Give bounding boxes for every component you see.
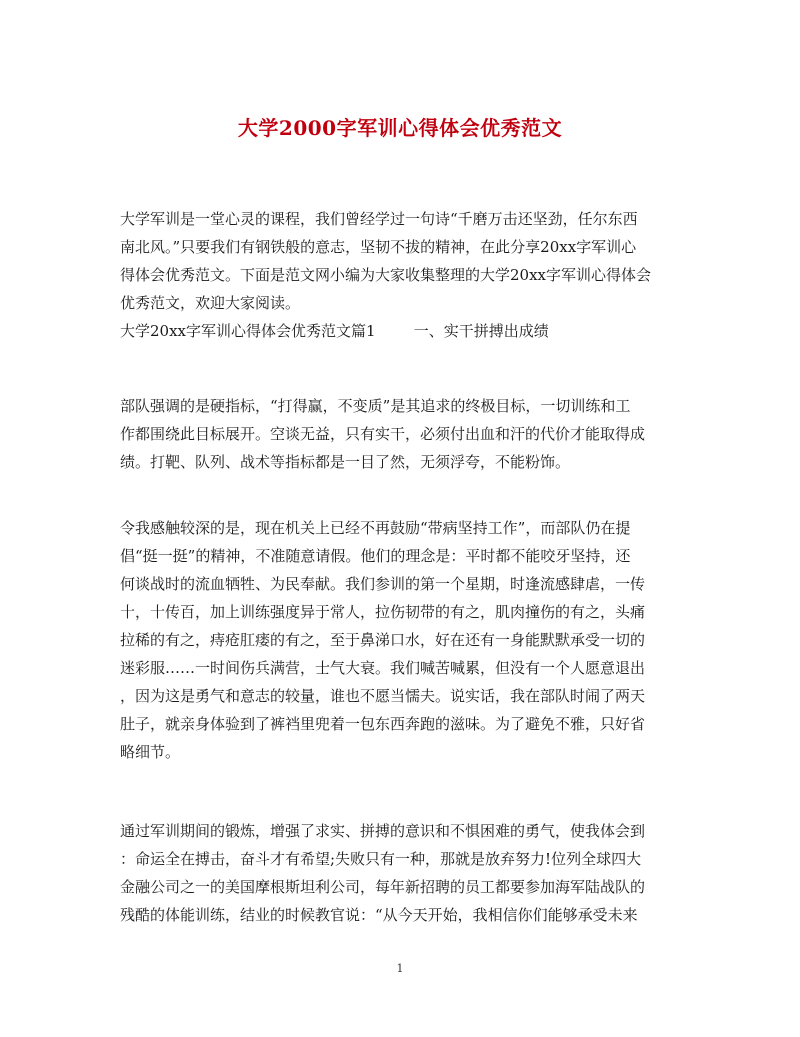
text-line: 优秀范文，欢迎大家阅读。 <box>120 294 301 312</box>
section-heading-line: 大学20xx字军训心得体会优秀范文篇1 一、实干拼搏出成绩 <box>120 322 549 340</box>
text-line: 令我感触较深的是，现在机关上已经不再鼓励“带病坚持工作”，而部队仍在提 <box>120 519 631 537</box>
intro-paragraph <box>120 205 680 345</box>
text-line: 残酷的体能训练，结业的时候教官说：“从今天开始，我相信你们能够承受未来 <box>120 906 638 924</box>
text-line: ，因为这是勇气和意志的较量，谁也不愿当懦夫。说实话，我在部队时闹了两天 <box>120 687 646 705</box>
text-line: 绩。打靶、队列、战术等指标都是一目了然，无须浮夸，不能粉饰。 <box>120 453 571 471</box>
text-line: 作都围绕此目标展开。空谈无益，只有实干，必须付出血和汗的代价才能取得成 <box>120 425 646 443</box>
text-line: 拉稀的有之，痔疮肛瘘的有之，至于鼻涕口水，好在还有一身能默默承受一切的 <box>120 631 646 649</box>
text-line: 南北风。”只要我们有钢铁般的意志，坚韧不拔的精神，在此分享20xx字军训心 <box>120 238 637 256</box>
text-line: 十，十传百，加上训练强度异于常人，拉伤韧带的有之，肌肉撞伤的有之，头痛 <box>120 603 646 621</box>
text-line: 何谈战时的流血牺牲、为民奉献。我们参训的第一个星期，时逢流感肆虐，一传 <box>120 575 646 593</box>
paragraph-perseverance <box>120 514 680 766</box>
text-line: 部队强调的是硬指标，“打得赢，不变质”是其追求的终极目标，一切训练和工 <box>120 397 631 415</box>
document-title: 大学2000字军训心得体会优秀范文 <box>237 116 563 140</box>
text-line: 通过军训期间的锻炼，增强了求实、拼搏的意识和不惧困难的勇气，使我体会到 <box>120 822 646 840</box>
text-line: 金融公司之一的美国摩根斯坦利公司，每年新招聘的员工都要参加海军陆战队的 <box>120 878 646 896</box>
text-line: 略细节。 <box>120 743 181 761</box>
text-line: 大学军训是一堂心灵的课程，我们曾经学过一句诗“千磨万击还坚劲，任尔东西 <box>120 210 638 228</box>
text-line: 肚子，就亲身体验到了裤裆里兜着一包东西奔跑的滋味。为了避免不雅，只好省 <box>120 715 646 733</box>
text-line: ：命运全在搏击，奋斗才有希望;失败只有一种，那就是放弃努力!位列全球四大 <box>120 850 642 868</box>
text-line: 迷彩服……一时间伤兵满营，士气大衰。我们喊苦喊累，但没有一个人愿意退出 <box>120 659 646 677</box>
text-line: 得体会优秀范文。下面是范文网小编为大家收集整理的大学20xx字军训心得体会 <box>120 266 652 284</box>
paragraph-hard-indicators <box>120 392 680 476</box>
page-number: 1 <box>396 962 404 975</box>
text-line: 倡“挺一挺”的精神，不准随意请假。他们的理念是：平时都不能咬牙坚持，还 <box>120 547 631 565</box>
paragraph-courage <box>120 817 680 929</box>
